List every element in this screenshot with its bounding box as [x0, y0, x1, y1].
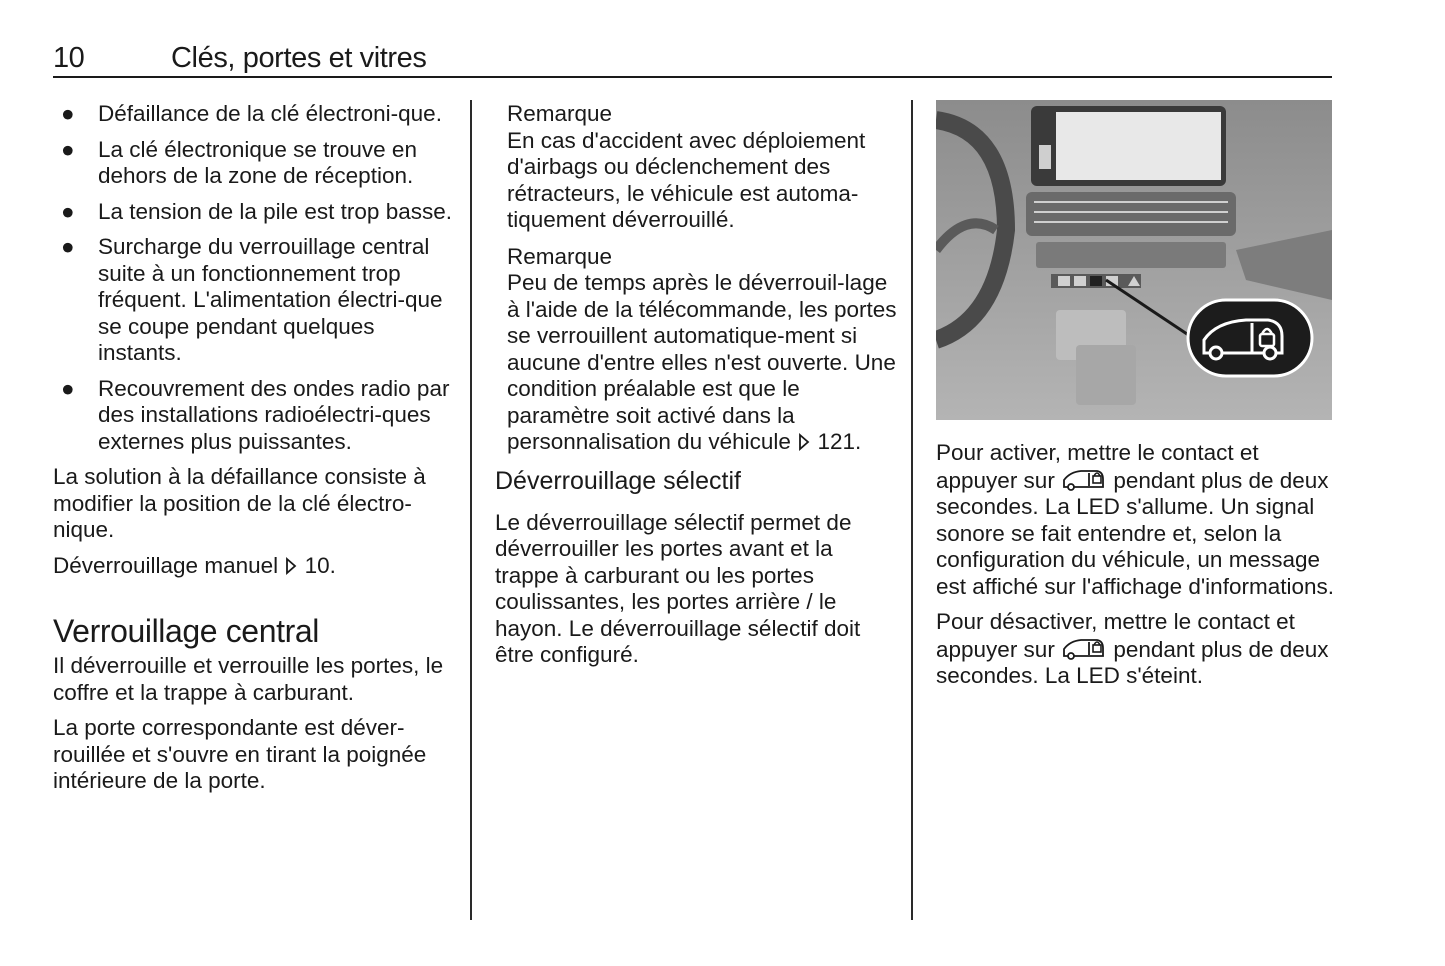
list-item: [53, 376, 453, 456]
paragraph-text: Pour activer, mettre le contact et appuyer sur: [936, 440, 1259, 493]
page-number: 10: [53, 42, 85, 74]
list-item: [53, 199, 453, 226]
bullet-icon: ●: [61, 136, 75, 162]
chapter-title: Clés, portes et vitres: [171, 42, 427, 74]
list-item-text: Surcharge du verrouillage central suite à un fonctionnement trop fréquent. L'alimentation électri-que se coupe pendant quelques instants.: [98, 234, 443, 365]
dashboard-figure: [936, 100, 1332, 420]
activate-paragraph: [936, 440, 1336, 600]
column-divider: [470, 100, 472, 920]
list-item-text: La tension de la pile est trop basse.: [98, 198, 452, 224]
selective-unlock-button-icon: [1061, 467, 1107, 491]
paragraph-text: pendant plus de deux secondes. La LED s'allume. Un signal sonore se fait entendre et, selon la configuration du véhicule, un message est affiché sur l'affichage d'informations.: [936, 467, 1334, 599]
list-item: [53, 234, 453, 367]
note-body: Peu de temps après le déverrouil-lage à l'aide de la télécommande, les portes se verrouillent automatique-ment si aucune d'entre elles n'est ouverte. Une condition préalable est que le paramètre soit activé dans la personnalisation du véhicule: [507, 270, 897, 454]
section-title: Verrouillage central: [53, 613, 319, 649]
manual-unlock-reference[interactable]: [53, 553, 453, 580]
page-reference-arrow-icon: [284, 556, 298, 576]
note-box: [507, 244, 897, 456]
column-3: [936, 440, 1336, 699]
column-divider: [911, 100, 913, 920]
column-2: [495, 101, 897, 678]
solution-paragraph: La solution à la défaillance consiste à modifier la position de la clé électro-nique.: [53, 464, 426, 542]
note-title: Remarque: [507, 101, 613, 126]
note-text: En cas d'accident avec déploiement d'airbags ou déclenchement des rétracteurs, le véhicule est automa-tiquement déverrouillé.: [507, 127, 866, 232]
note-text: [507, 270, 897, 456]
reference-page: 10.: [304, 552, 336, 578]
list-item-text: Défaillance de la clé électroni-que.: [98, 101, 442, 126]
dashboard-illustration: [936, 100, 1332, 420]
list-item-text: La clé électronique se trouve en dehors de la zone de réception.: [98, 136, 417, 188]
selective-unlock-button-icon: [1061, 636, 1107, 660]
section-paragraph: La porte correspondante est déver-rouillée et s'ouvre en tirant la poignée intérieure de la porte.: [53, 715, 427, 793]
list-item-text: Recouvrement des ondes radio par des installations radioélectri-ques externes plus puissantes.: [98, 375, 450, 454]
section-paragraph: Il déverrouille et verrouille les portes, le coffre et la trappe à carburant.: [53, 653, 444, 705]
page-reference-arrow-icon: [797, 432, 811, 452]
paragraph-text: Pour désactiver, mettre le contact et appuyer sur: [936, 609, 1295, 662]
note-title: Remarque: [507, 243, 613, 269]
bullet-icon: ●: [61, 198, 75, 224]
note-box: [507, 101, 897, 234]
subsection-paragraph: Le déverrouillage sélectif permet de déverrouiller les portes avant et la trappe à carburant ou les portes coulissantes, les portes arrière / le hayon. Le déverrouillage sélectif doit être configuré.: [495, 509, 861, 667]
list-item: [53, 101, 453, 128]
deactivate-paragraph: [936, 609, 1336, 690]
subsection-title: Déverrouillage sélectif: [495, 466, 741, 495]
paragraph-text: pendant plus de deux secondes. La LED s'éteint.: [936, 636, 1329, 688]
reference-text: Déverrouillage manuel: [53, 552, 279, 578]
list-item: [53, 137, 453, 190]
bullet-icon: ●: [61, 101, 75, 126]
reference-page: 121.: [817, 429, 862, 454]
header-rule: [53, 76, 1332, 78]
bullet-icon: ●: [61, 234, 75, 259]
column-1: [53, 101, 453, 804]
bullet-icon: ●: [61, 375, 75, 401]
